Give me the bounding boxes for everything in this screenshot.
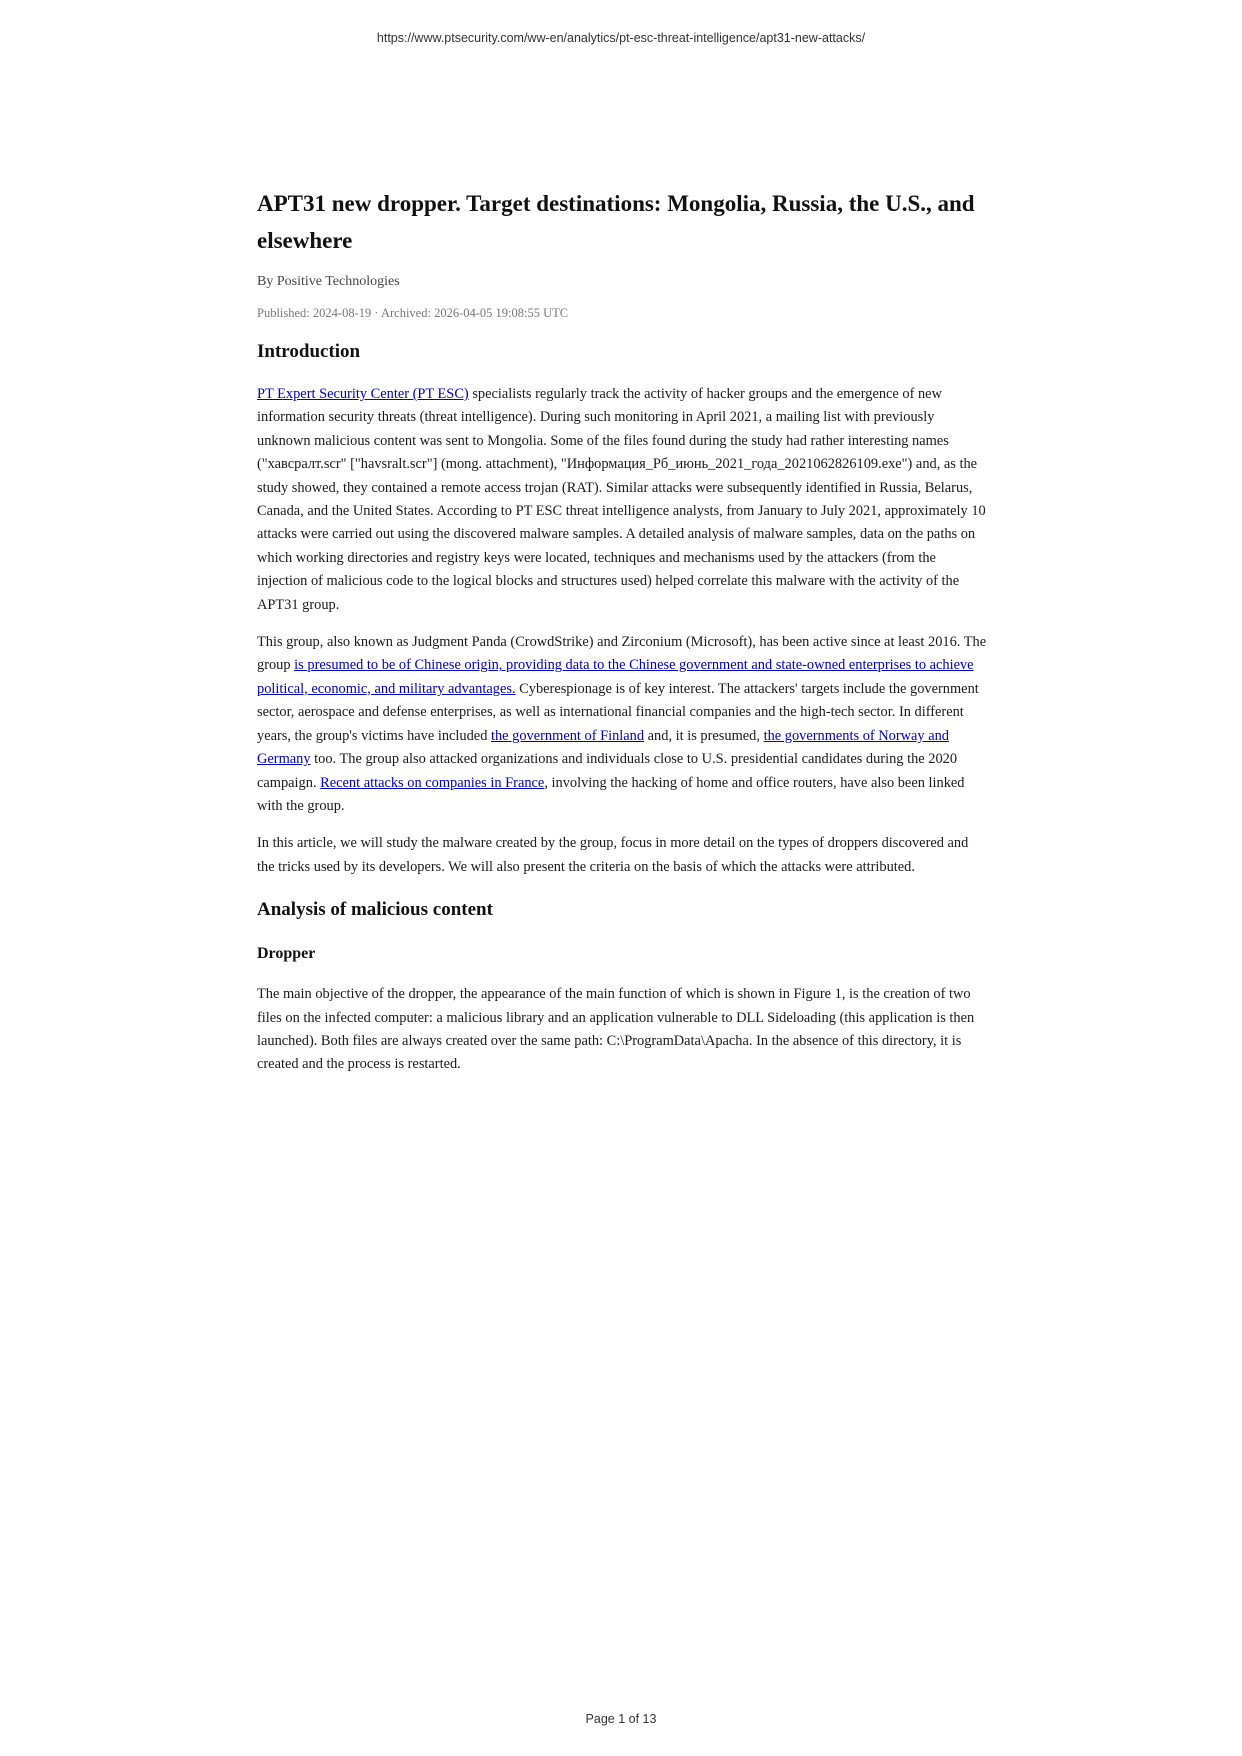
link-attacks-france[interactable]: Recent attacks on companies in France	[320, 774, 545, 791]
section-heading-analysis: Analysis of malicious content	[257, 899, 493, 921]
section-heading-introduction: Introduction	[257, 341, 361, 362]
article-meta: Published: 2024-08-19 · Archived: 2026-04-05 19:08:55 UTC	[257, 306, 569, 320]
paragraph-text: too. The group also attacked organizations and individuals close to U.S. presidential candidates during the 2020 campaign.	[257, 751, 958, 791]
article-byline: By Positive Technologies	[257, 274, 400, 289]
paragraph-dropper: The main objective of the dropper, the appearance of the main function of which is shown in Figure 1, is the creation of two files on the infected computer: a malicious library and an application vulnerable to DLL Sideloading (this application is then launched). Both files are always created over the same path: C:\ProgramData\Apacha. In the absence of this directory, it is created and the process is restarted.	[257, 986, 975, 1073]
paragraph-intro	[257, 383, 989, 617]
paragraph-text: and, it is presumed,	[644, 727, 764, 744]
paragraph-group	[257, 631, 989, 818]
paragraph-text: This group, also known as Judgment Panda (CrowdStrike) and Zirconium (Microsoft), has been active since at least 2016. The group	[257, 634, 987, 674]
article-body	[257, 185, 989, 1077]
paragraph-text: Cyberespionage is of key interest. The attackers' targets include the government sector, aerospace and defense enterprises, as well as international financial companies and the high-tech sector. In different years, the group's victims have included	[257, 680, 979, 744]
paragraph-text: , involving the hacking of home and office routers, have also been linked with the group.	[257, 774, 965, 814]
link-pt-esc[interactable]: PT Expert Security Center (PT ESC)	[257, 386, 469, 402]
link-chinese-origin[interactable]: is presumed to be of Chinese origin, providing data to the Chinese government and state-owned enterprises to achieve political, economic, and military advantages.	[257, 657, 974, 697]
page-number: Page 1 of 13	[585, 1712, 657, 1726]
article-title: APT31 new dropper. Target destinations: Mongolia, Russia, the U.S., and elsewhere	[257, 191, 975, 253]
link-governments-norway-germany[interactable]: the governments of Norway and Germany	[257, 727, 950, 768]
paragraph-text: specialists regularly track the activity of hacker groups and the emergence of new information security threats (threat intelligence). During such monitoring in April 2021, a mailing list with previously unknown malicious content was sent to Mongolia. Some of the files found during the study had rather interesting names ("хавсралт.scr" ["havsralt.scr"] (mong. attachment), "Информация_Рб_июнь_2021_года_2021062826109.exe") and, as the study showed, they contained a remote access trojan (RAT). Similar attacks were subsequently identified in Russia, Belarus, Canada, and the United States. According to PT ESC threat intelligence analysts, from January to July 2021, approximately 10 attacks were carried out using the discovered malware samples. A detailed analysis of malware samples, data on the paths on which working directories and registry keys were located, techniques and mechanisms used by the attackers (from the injection of malicious code to the logical blocks and structures used) helped correlate this malware with the activity of the APT31 group.	[257, 386, 986, 613]
paragraph-article-scope: In this article, we will study the malware created by the group, focus in more detail on the types of droppers discovered and the tricks used by its developers. We will also present the criteria on the basis of which the attacks were attributed.	[257, 835, 969, 875]
page-url-header: https://www.ptsecurity.com/ww-en/analytics/pt-esc-threat-intelligence/apt31-new-attacks/	[376, 31, 866, 45]
subsection-heading-dropper: Dropper	[257, 945, 316, 963]
link-government-finland[interactable]: the government of Finland	[490, 727, 645, 744]
